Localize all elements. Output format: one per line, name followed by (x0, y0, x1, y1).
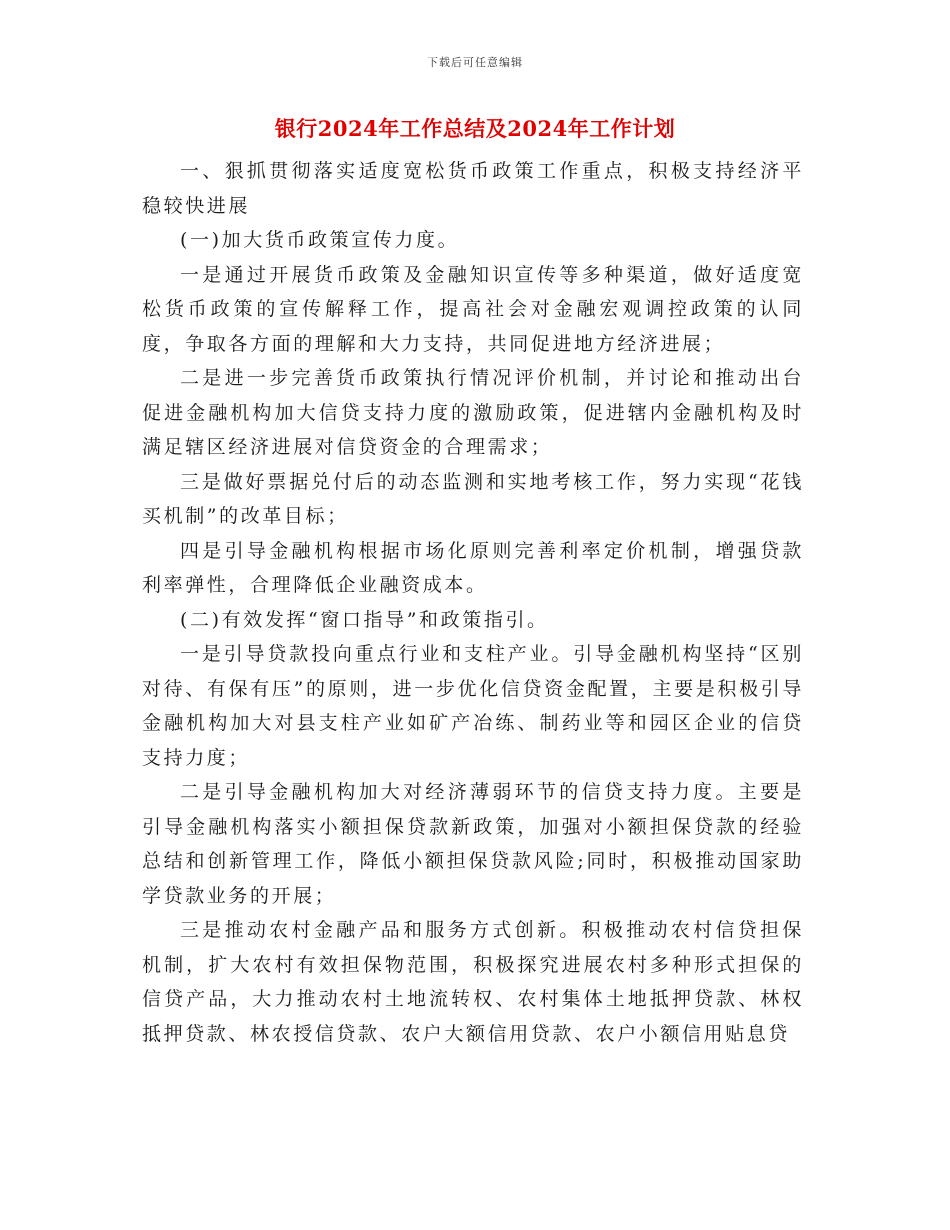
paragraph: 一、狠抓贯彻落实适度宽松货币政策工作重点，积极支持经济平稳较快进展 (142, 160, 804, 217)
header-note: 下载后可任意编辑 (427, 56, 523, 69)
paragraph: (一)加大货币政策宣传力度。 (180, 229, 460, 251)
document-title: 银行2024年工作总结及2024年工作计划 (274, 116, 676, 141)
paragraph: 四是引导金融机构根据市场化原则完善利率定价机制，增强贷款利率弹性，合理降低企业融资成本。 (142, 539, 804, 596)
paragraph: 三是做好票据兑付后的动态监测和实地考核工作，努力实现“花钱买机制”的改革目标； (142, 470, 804, 527)
paragraph: 三是推动农村金融产品和服务方式创新。积极推动农村信贷担保机制，扩大农村有效担保物范围，积极探究进展农村多种形式担保的信贷产品，大力推动农村土地流转权、农村集体土地抵押贷款、林权抵押贷款、林农授信贷款、农户大额信用贷款、农户小额信用贴息贷 (142, 919, 804, 1045)
paragraph: 二是引导金融机构加大对经济薄弱环节的信贷支持力度。主要是引导金融机构落实小额担保贷款新政策，加强对小额担保贷款的经验总结和创新管理工作，降低小额担保贷款风险;同时，积极推动国家助学贷款业务的开展； (142, 781, 804, 907)
paragraph: 一是通过开展货币政策及金融知识宣传等多种渠道，做好适度宽松货币政策的宣传解释工作，提高社会对金融宏观调控政策的认同度，争取各方面的理解和大力支持，共同促进地方经济进展； (142, 263, 804, 355)
paragraph: 一是引导贷款投向重点行业和支柱产业。引导金融机构坚持“区别对待、有保有压”的原则，进一步优化信贷资金配置，主要是积极引导金融机构加大对县支柱产业如矿产冶练、制药业等和园区企业的信贷支持力度； (142, 643, 804, 769)
paragraph: (二)有效发挥“窗口指导”和政策指引。 (180, 608, 549, 631)
paragraph: 二是进一步完善货币政策执行情况评价机制，并讨论和推动出台促进金融机构加大信贷支持力度的激励政策，促进辖内金融机构及时满足辖区经济进展对信贷资金的合理需求； (142, 367, 804, 458)
document-body (142, 154, 804, 1051)
